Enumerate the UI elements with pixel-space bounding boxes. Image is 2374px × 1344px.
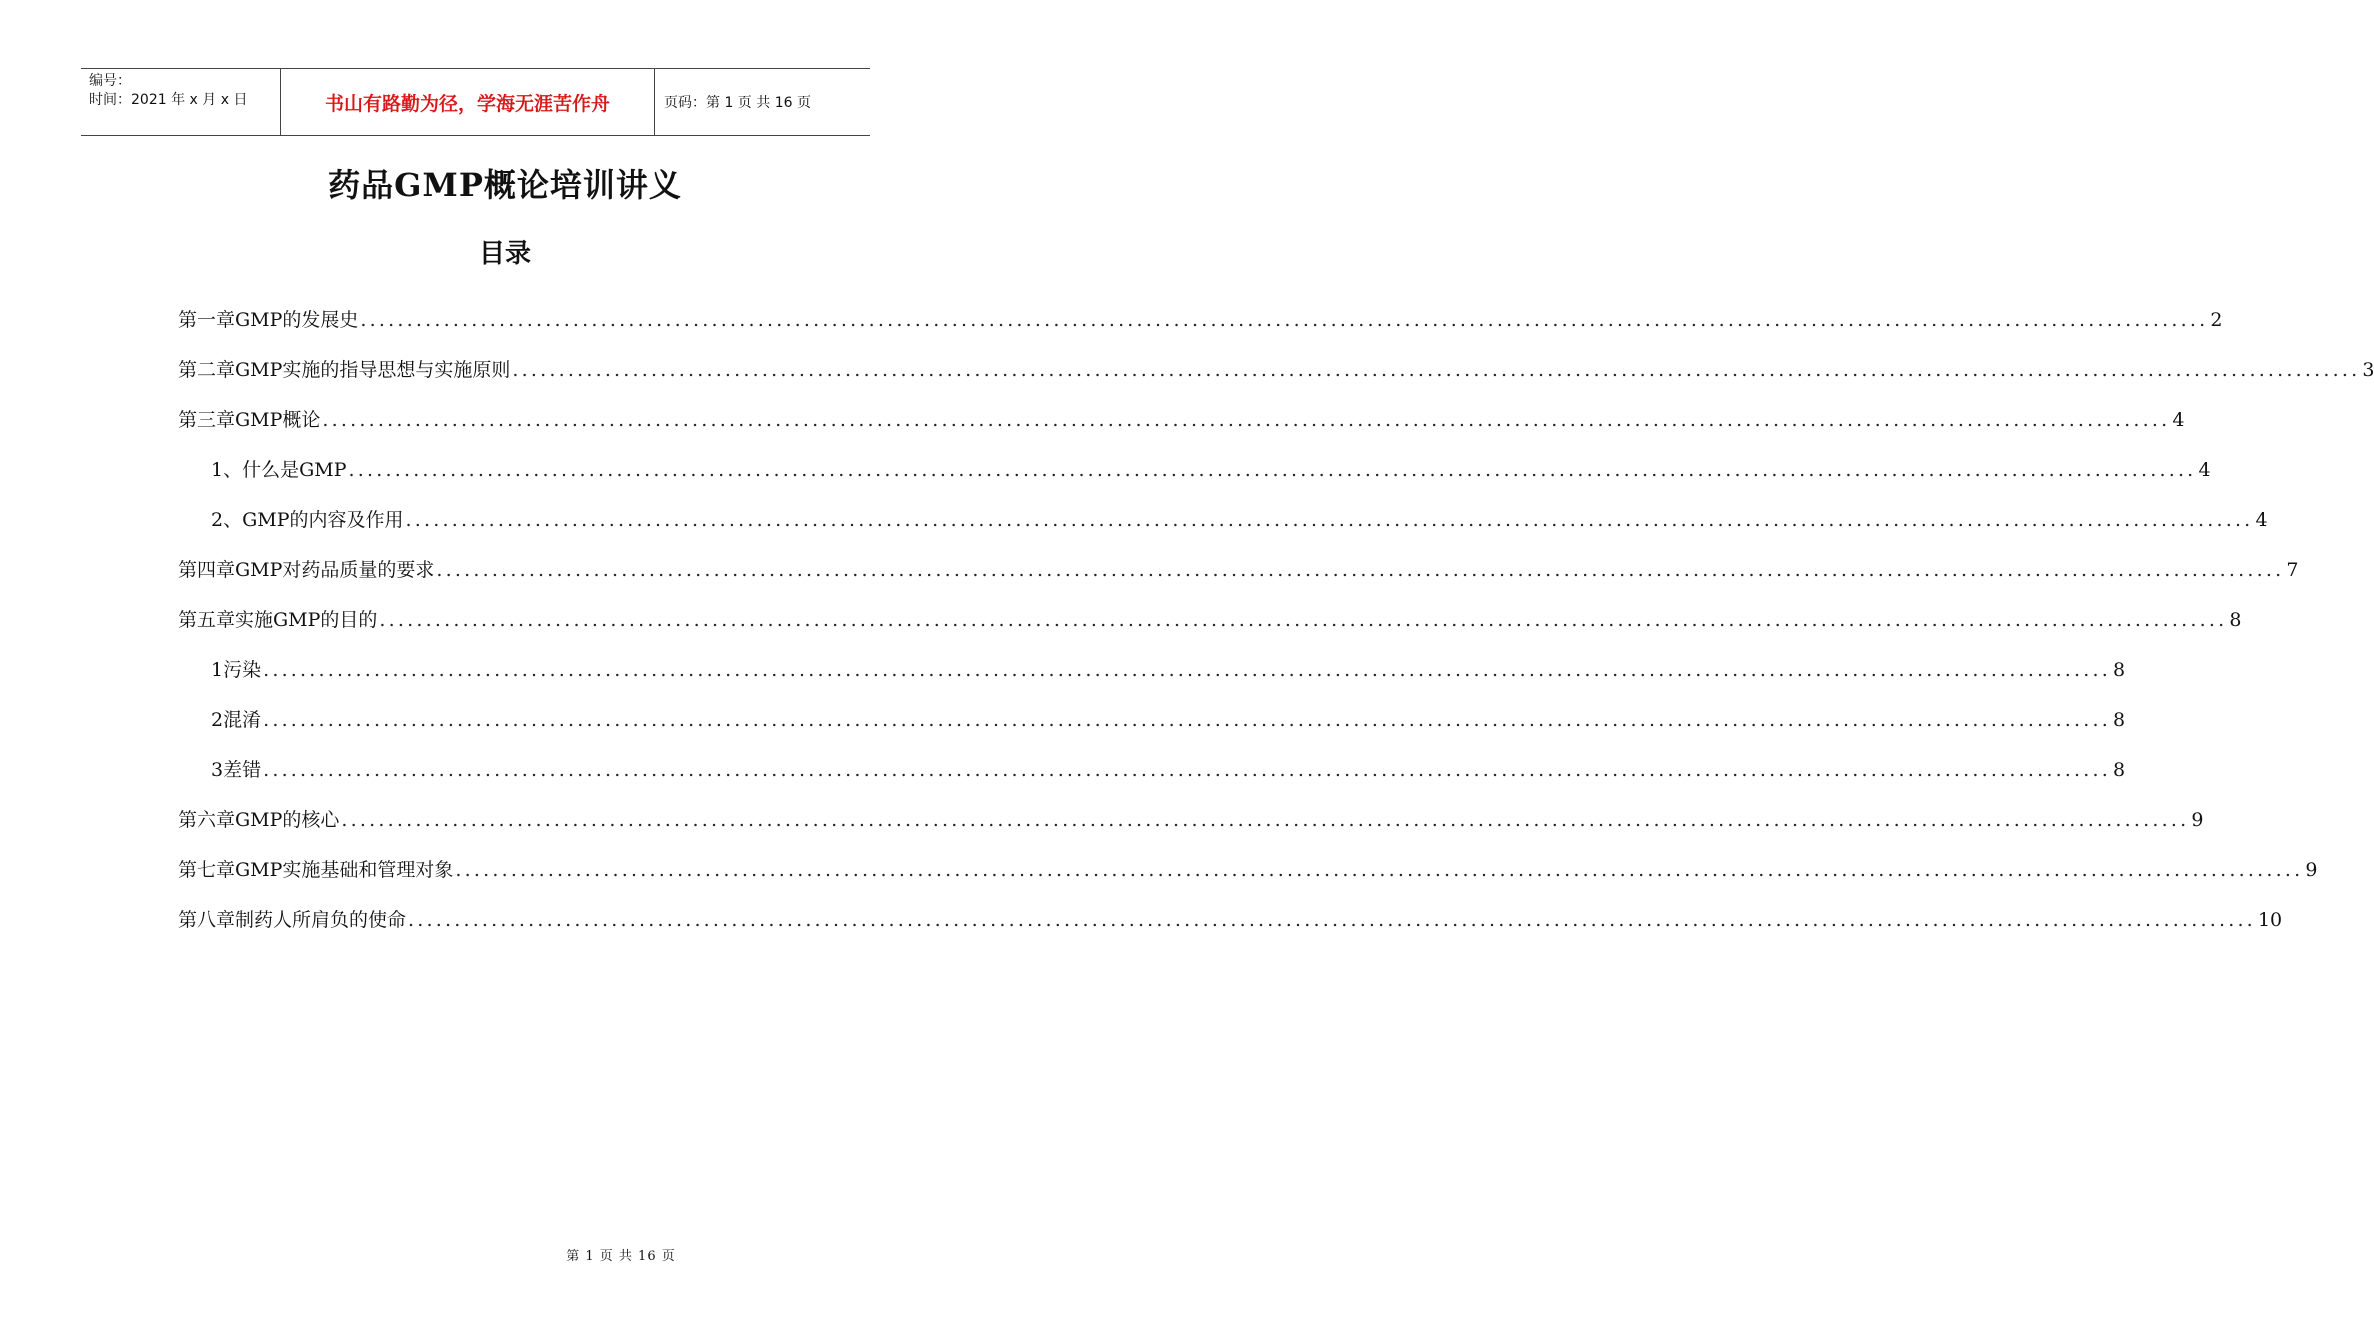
toc-entry-page: 3 <box>2362 359 2374 381</box>
header-page-info: 页码：第 1 页 共 16 页 <box>664 95 811 111</box>
toc-entry-page: 8 <box>2113 659 2126 681</box>
toc-entry-title: 第四章GMP对药品质量的要求 <box>178 559 435 581</box>
header-motto: 书山有路勤为径，学海无涯苦作舟 <box>281 69 655 135</box>
toc-entry[interactable] <box>178 905 2283 955</box>
toc-entry-title: 2、GMP的内容及作用 <box>211 509 404 531</box>
toc-entry[interactable] <box>178 605 2242 655</box>
toc-entry-title: 第八章制药人所肩负的使命 <box>178 909 407 931</box>
toc-leader-dots: ........................................................................................................................................................................................................ <box>408 909 2256 931</box>
toc-entry[interactable] <box>178 705 2126 755</box>
toc-leader-dots: ........................................................................................................................................................................................................ <box>263 759 2112 781</box>
toc-leader-dots: ........................................................................................................................................................................................................ <box>360 309 2209 331</box>
page-footer: 第 1 页 共 16 页 <box>566 1249 676 1264</box>
toc-entry-title: 第六章GMP的核心 <box>178 809 340 831</box>
header-meta <box>81 69 281 135</box>
toc-entry[interactable] <box>178 405 2185 455</box>
toc-entry-title: 第五章实施GMP的目的 <box>178 609 378 631</box>
date-label: 时间：2021 年 x 月 x 日 <box>89 92 248 108</box>
page-header <box>81 68 870 136</box>
toc-leader-dots: ........................................................................................................................................................................................................ <box>512 359 2361 381</box>
toc-entry[interactable] <box>178 755 2126 805</box>
toc-leader-dots: ........................................................................................................................................................................................................ <box>322 409 2171 431</box>
toc-entry-title: 第三章GMP概论 <box>178 409 321 431</box>
toc-entry-page: 9 <box>2191 809 2204 831</box>
toc-entry-title: 2混淆 <box>211 709 262 731</box>
toc-entry[interactable] <box>178 305 2223 355</box>
toc-entry-page: 9 <box>2305 859 2318 881</box>
toc-leader-dots: ........................................................................................................................................................................................................ <box>379 609 2228 631</box>
toc-leader-dots: ........................................................................................................................................................................................................ <box>263 659 2112 681</box>
toc-entry-page: 8 <box>2229 609 2242 631</box>
toc-entry-title: 1、什么是GMP <box>211 459 347 481</box>
toc-entry-page: 8 <box>2113 709 2126 731</box>
toc-entry[interactable] <box>178 455 2211 505</box>
toc-leader-dots: ........................................................................................................................................................................................................ <box>263 709 2112 731</box>
toc-leader-dots: ........................................................................................................................................................................................................ <box>436 559 2285 581</box>
toc-leader-dots: ........................................................................................................................................................................................................ <box>348 459 2197 481</box>
document-title: 药品GMP概论培训讲义 <box>328 166 682 204</box>
toc-entry[interactable] <box>178 855 2318 905</box>
toc-entry[interactable] <box>178 505 2268 555</box>
toc-entry[interactable] <box>178 805 2204 855</box>
toc-entry-title: 第七章GMP实施基础和管理对象 <box>178 859 454 881</box>
toc-entry-title: 1污染 <box>211 659 262 681</box>
toc-heading: 目录 <box>478 239 531 269</box>
toc-entry-title: 第二章GMP实施的指导思想与实施原则 <box>178 359 511 381</box>
toc-leader-dots: ........................................................................................................................................................................................................ <box>455 859 2304 881</box>
toc-entry-title: 第一章GMP的发展史 <box>178 309 359 331</box>
number-label: 编号： <box>89 73 131 89</box>
table-of-contents <box>178 305 2374 955</box>
toc-leader-dots: ........................................................................................................................................................................................................ <box>341 809 2190 831</box>
toc-leader-dots: ........................................................................................................................................................................................................ <box>405 509 2254 531</box>
toc-entry-page: 4 <box>2198 459 2211 481</box>
toc-entry-page: 4 <box>2255 509 2268 531</box>
toc-entry[interactable] <box>178 555 2299 605</box>
toc-entry-page: 2 <box>2210 309 2223 331</box>
toc-entry-title: 3差错 <box>211 759 262 781</box>
toc-entry-page: 4 <box>2172 409 2185 431</box>
toc-entry[interactable] <box>178 655 2126 705</box>
toc-entry[interactable] <box>178 355 2374 405</box>
toc-entry-page: 10 <box>2257 909 2283 931</box>
toc-entry-page: 7 <box>2286 559 2299 581</box>
toc-entry-page: 8 <box>2113 759 2126 781</box>
